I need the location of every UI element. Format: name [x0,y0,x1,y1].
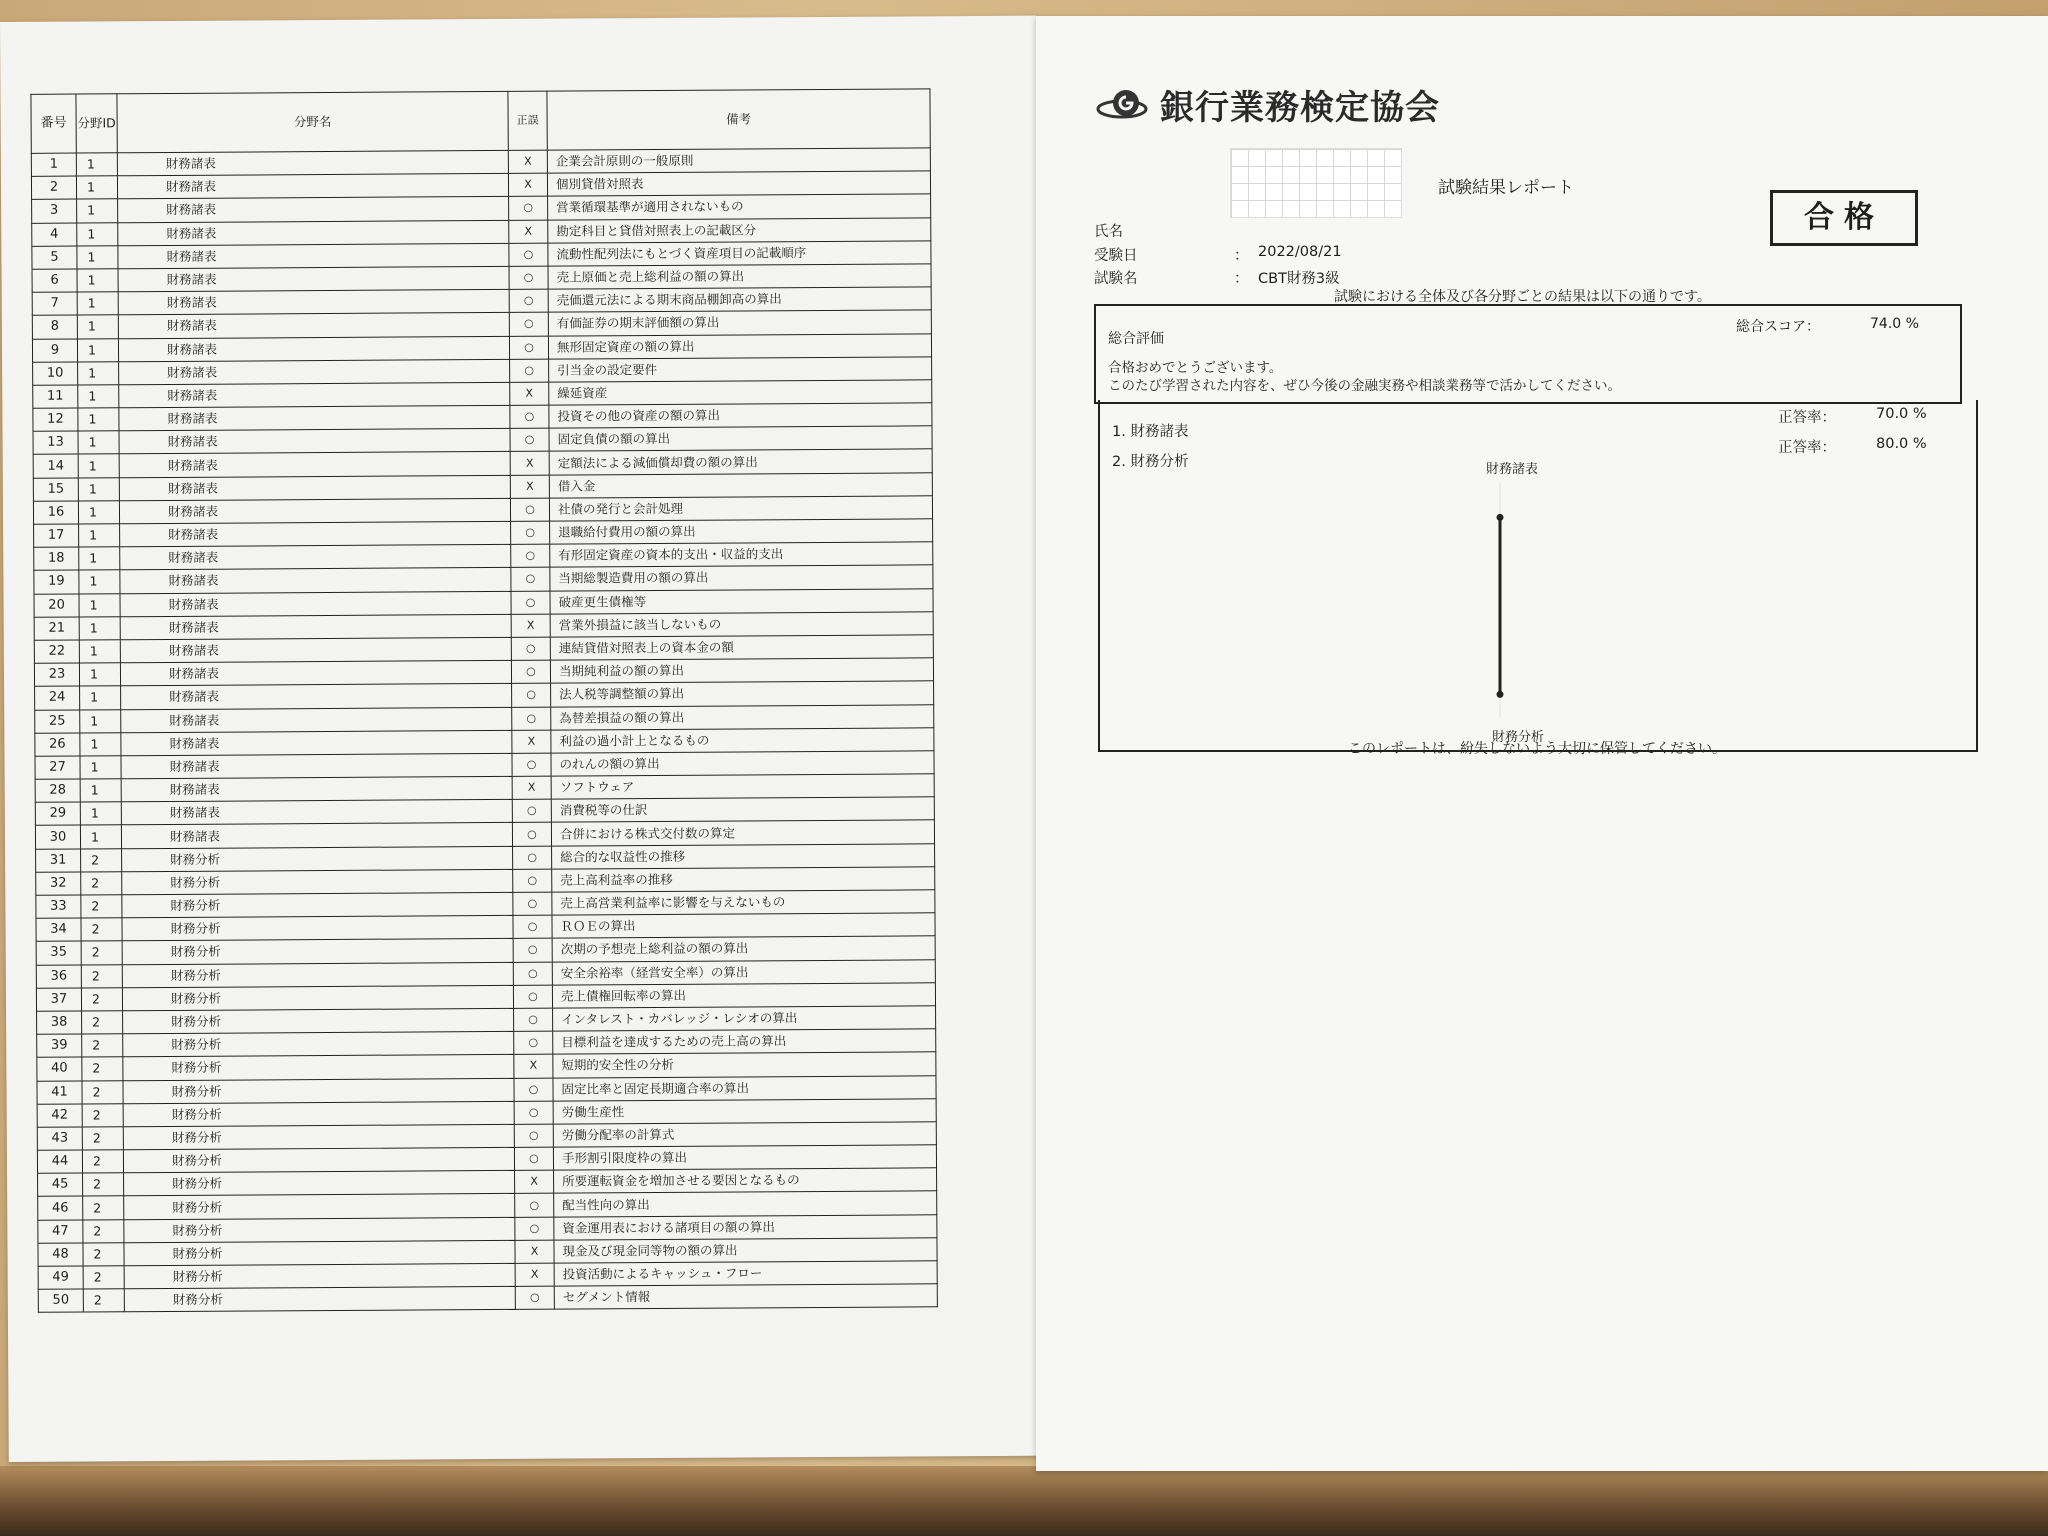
radar-point-financial-statements [1497,514,1504,521]
cell-no: 42 [37,1104,82,1127]
cell-notes: 固定比率と固定長期適合率の算出 [553,1075,936,1101]
cell-field-id: 2 [82,1127,123,1150]
cell-field-id: 1 [80,825,121,848]
cell-notes: 勘定科目と貸借対照表上の記載区分 [548,217,931,243]
cell-notes: ＲＯＥの算出 [552,913,935,939]
header-field-id: 分野ID [76,94,117,153]
cell-no: 45 [38,1173,83,1196]
cell-field-name: 財務諸表 [118,266,509,292]
cell-field-id: 1 [80,779,121,802]
cell-field-id: 2 [82,1080,123,1103]
cell-field-name: 財務分析 [122,939,513,965]
cell-field-name: 財務諸表 [117,174,508,200]
cell-field-name: 財務諸表 [120,545,511,571]
cell-field-name: 財務分析 [122,962,513,988]
cell-no: 28 [35,779,80,802]
cell-no: 48 [38,1243,83,1266]
cell-notes: 連結貸借対照表上の資本金の額 [550,635,933,661]
cell-notes: 安全余裕率（経営安全率）の算出 [552,959,935,985]
cell-notes: 短期的安全性の分析 [553,1052,936,1078]
cell-notes: 退職給付費用の額の算出 [550,519,933,545]
cell-no: 36 [36,965,81,988]
cell-result: ○ [513,892,552,915]
cell-field-name: 財務分析 [124,1287,515,1313]
cell-field-name: 財務分析 [123,1147,514,1173]
cell-notes: 合併における株式交付数の算定 [551,820,934,846]
cell-no: 1 [31,153,76,176]
cell-notes: 消費税等の仕訳 [551,797,934,823]
cell-field-id: 2 [82,1011,123,1034]
cell-result: X [510,452,549,475]
cell-notes: 労働生産性 [553,1098,936,1124]
cell-notes: 法人税等調整額の算出 [551,681,934,707]
cell-notes: 手形割引限度枠の算出 [553,1145,936,1171]
cell-result: ○ [513,869,552,892]
cell-notes: 繰延資産 [549,380,932,406]
organization-logo [1096,80,1440,129]
cell-no: 40 [37,1057,82,1080]
overall-score-value: 74.0 % [1870,316,1919,332]
cell-result: ○ [514,1101,553,1124]
cell-result: X [515,1263,554,1286]
cell-no: 4 [32,223,77,246]
cell-field-name: 財務分析 [123,1032,514,1058]
cell-no: 2 [31,176,76,199]
cell-field-id: 2 [81,964,122,987]
cell-field-id: 1 [77,292,118,315]
cell-no: 44 [37,1150,82,1173]
overall-score-label: 総合スコア： [1736,319,1820,335]
cell-field-id: 1 [78,454,119,477]
cell-no: 14 [33,454,78,477]
cell-field-name: 財務諸表 [121,823,512,849]
cell-field-name: 財務諸表 [121,753,512,779]
field-name: 1. 財務諸表 [1112,424,1189,440]
cell-result: ○ [509,312,548,335]
header-field-name: 分野名 [117,91,508,152]
cell-result: X [508,150,547,173]
cell-no: 21 [34,617,79,640]
intro-text: 試験における全体及び各分野ごとの結果は以下の通りです。 [1334,289,1711,305]
cell-field-name: 財務分析 [123,1124,514,1150]
cell-no: 8 [32,315,77,338]
cell-result: X [512,730,551,753]
radar-axis-label-top: 財務諸表 [1486,462,1539,477]
cell-field-name: 財務諸表 [119,452,510,478]
cell-field-id: 2 [81,918,122,941]
cell-result: ○ [509,336,548,359]
cell-notes: 社債の発行と会計処理 [549,496,932,522]
cell-field-name: 財務諸表 [121,730,512,756]
cell-field-name: 財務分析 [122,985,513,1011]
cell-field-id: 1 [77,269,118,292]
cell-no: 6 [32,269,77,292]
meta-label: 試験名 [1094,271,1138,287]
cell-field-name: 財務諸表 [120,568,511,594]
cell-result: ○ [509,289,548,312]
organization-name: 銀行業務検定協会 [1160,88,1440,128]
cell-notes: 流動性配列法にもとづく資産項目の記載順序 [548,241,931,267]
cell-field-name: 財務分析 [123,1078,514,1104]
cell-no: 47 [38,1220,83,1243]
cell-no: 35 [36,941,81,964]
cell-field-name: 財務諸表 [119,359,510,385]
cell-field-id: 2 [81,941,122,964]
cell-no: 20 [34,594,79,617]
cell-no: 23 [34,663,79,686]
cell-result: ○ [511,591,550,614]
cell-no: 37 [36,988,81,1011]
overall-evaluation-box [1094,304,1962,404]
meta-separator: ： [1234,248,1249,264]
cell-notes: 次期の予想売上総利益の額の算出 [552,936,935,962]
cell-notes: 現金及び現金同等物の額の算出 [554,1238,937,1264]
cell-result: X [514,1054,553,1077]
cell-notes: 為替差損益の額の算出 [551,704,934,730]
footer-note: このレポートは、紛失しないよう大切に保管してください。 [1348,741,1726,757]
cell-no: 39 [37,1034,82,1057]
cell-field-id: 1 [79,524,120,547]
cell-notes: 総合的な収益性の推移 [552,843,935,869]
cell-no: 29 [35,802,80,825]
cell-field-name: 財務諸表 [121,707,512,733]
cell-no: 27 [35,756,80,779]
cell-result: ○ [512,683,551,706]
cell-result: ○ [511,660,550,683]
cell-notes: 売上高営業利益率に影響を与えないもの [552,890,935,916]
cell-field-name: 財務分析 [122,892,513,918]
cell-field-name: 財務諸表 [120,591,511,617]
cell-result: ○ [509,243,548,266]
cell-notes: 売上原価と売上総利益の額の算出 [548,264,931,290]
cell-field-id: 1 [77,338,118,361]
cell-result: ○ [510,405,549,428]
cell-field-id: 1 [78,477,119,500]
meta-label: 氏名 [1094,224,1123,240]
cell-field-name: 財務諸表 [118,197,509,223]
cell-field-name: 財務諸表 [118,313,509,339]
cell-result: ○ [513,915,552,938]
cell-result: ○ [515,1194,554,1217]
field-name: 2. 財務分析 [1112,454,1189,470]
cell-no: 11 [33,385,78,408]
cell-result: X [509,220,548,243]
meta-value: CBT財務3級 [1258,271,1340,287]
cell-no: 43 [37,1127,82,1150]
cell-field-name: 財務分析 [124,1240,515,1266]
cell-field-name: 財務分析 [123,1101,514,1127]
cell-field-id: 2 [82,1150,123,1173]
cell-no: 16 [33,501,78,524]
answer-sheet [0,16,1045,1462]
logo-mark-icon [1096,85,1152,125]
cell-notes: 利益の過小計上となるもの [551,727,934,753]
cell-no: 13 [33,431,78,454]
cell-result: ○ [513,939,552,962]
table-edge [0,1466,2048,1536]
cell-no: 5 [32,246,77,269]
cell-field-id: 1 [77,246,118,269]
cell-no: 30 [35,825,80,848]
cell-no: 15 [33,478,78,501]
cell-notes: 目標利益を達成するための売上高の算出 [553,1029,936,1055]
cell-field-name: 財務分析 [123,1008,514,1034]
cell-field-name: 財務諸表 [121,776,512,802]
redacted-name [1230,148,1402,218]
cell-notes: 借入金 [549,472,932,498]
cell-field-id: 1 [79,570,120,593]
cell-no: 38 [37,1011,82,1034]
radar-axis-label-bottom: 財務分析 [1492,730,1545,745]
header-result: 正誤 [508,91,547,150]
cell-no: 49 [38,1266,83,1289]
cell-no: 3 [32,199,77,222]
cell-field-name: 財務諸表 [121,800,512,826]
cell-field-name: 財務諸表 [120,521,511,547]
cell-field-name: 財務分析 [122,916,513,942]
cell-field-id: 1 [79,593,120,616]
answer-table-header [31,89,930,153]
field-rate-label: 正答率： [1778,410,1836,426]
cell-field-id: 1 [80,732,121,755]
cell-notes: 労働分配率の計算式 [553,1122,936,1148]
cell-result: X [515,1240,554,1263]
answer-table [30,88,937,1313]
cell-field-id: 1 [78,385,119,408]
cell-field-id: 1 [79,547,120,570]
cell-notes: 個別貸借対照表 [547,171,930,197]
cell-notes: ソフトウェア [551,774,934,800]
cell-field-id: 2 [83,1289,124,1312]
cell-field-id: 1 [79,617,120,640]
cell-result: X [512,776,551,799]
cell-notes: 無形固定資産の額の算出 [548,333,931,359]
cell-notes: 売上高利益率の推移 [552,867,935,893]
cell-result: ○ [510,359,549,382]
radar-point-financial-analysis [1497,691,1504,698]
cell-field-name: 財務諸表 [120,661,511,687]
overall-label: 総合評価 [1108,331,1164,347]
cell-field-id: 1 [79,640,120,663]
cell-result: X [510,382,549,405]
cell-result: ○ [514,1124,553,1147]
cell-no: 25 [35,710,80,733]
cell-field-id: 1 [80,709,121,732]
cell-field-id: 1 [76,153,117,176]
cell-no: 10 [33,362,78,385]
table-row [38,1284,937,1313]
field-rate-value: 80.0 % [1876,436,1927,452]
cell-result: ○ [511,521,550,544]
cell-result: ○ [512,707,551,730]
cell-field-id: 2 [82,1057,123,1080]
cell-field-name: 財務諸表 [119,475,510,501]
cell-notes: 当期総製造費用の額の算出 [550,565,933,591]
cell-notes: 売価還元法による期末商品棚卸高の算出 [548,287,931,313]
cell-result: ○ [511,544,550,567]
result-report-sheet [1036,16,2048,1471]
cell-field-name: 財務諸表 [120,614,511,640]
cell-field-name: 財務諸表 [119,429,510,455]
cell-no: 32 [36,872,81,895]
cell-field-name: 財務諸表 [118,336,509,362]
cell-notes: 営業外損益に該当しないもの [550,612,933,638]
cell-result: ○ [509,266,548,289]
answer-table-body [31,148,937,1313]
cell-field-id: 1 [76,176,117,199]
cell-result: ○ [515,1286,554,1309]
cell-field-id: 2 [83,1219,124,1242]
cell-field-id: 2 [81,848,122,871]
header-no: 番号 [31,94,76,153]
cell-result: ○ [511,568,550,591]
cell-notes: 投資その他の資産の額の算出 [549,403,932,429]
cell-notes: 破産更生債権等 [550,588,933,614]
cell-no: 17 [34,524,79,547]
cell-field-id: 1 [80,686,121,709]
cell-field-name: 財務諸表 [120,637,511,663]
cell-notes: 営業循環基準が適用されないもの [548,194,931,220]
cell-field-id: 2 [83,1196,124,1219]
cell-notes: 固定負債の額の算出 [549,426,932,452]
cell-field-name: 財務諸表 [119,382,510,408]
cell-field-id: 1 [80,756,121,779]
cell-notes: 定額法による減価償却費の額の算出 [549,449,932,475]
cell-field-name: 財務諸表 [118,290,509,316]
cell-field-id: 1 [77,199,118,222]
cell-field-id: 2 [83,1173,124,1196]
cell-field-name: 財務分析 [122,846,513,872]
cell-field-id: 1 [79,663,120,686]
cell-notes: 引当金の設定要件 [549,357,932,383]
cell-result: ○ [514,1008,553,1031]
field-rate-value: 70.0 % [1876,406,1927,422]
cell-field-id: 2 [81,988,122,1011]
cell-field-id: 2 [81,895,122,918]
cell-result: ○ [512,753,551,776]
header-notes: 備考 [547,89,930,150]
cell-field-name: 財務分析 [123,1055,514,1081]
cell-result: X [511,614,550,637]
cell-no: 7 [32,292,77,315]
field-results-box [1098,400,1978,752]
cell-no: 31 [36,849,81,872]
cell-notes: 売上債権回転率の算出 [552,983,935,1009]
cell-field-name: 財務分析 [124,1263,515,1289]
overall-message-2: このたび学習された内容を、ぜひ今後の金融実務や相談業務等で活かしてください。 [1108,378,1621,394]
cell-result: ○ [514,1031,553,1054]
cell-notes: のれんの額の算出 [551,751,934,777]
cell-field-id: 1 [78,408,119,431]
cell-notes: 当期純利益の額の算出 [550,658,933,684]
cell-field-name: 財務分析 [124,1217,515,1243]
cell-notes: セグメント情報 [554,1284,937,1310]
cell-field-id: 2 [82,1034,123,1057]
cell-field-name: 財務諸表 [119,498,510,524]
cell-result: ○ [509,197,548,220]
cell-field-id: 1 [78,361,119,384]
cell-field-name: 財務分析 [124,1171,515,1197]
cell-field-name: 財務諸表 [118,220,509,246]
cell-no: 18 [34,547,79,570]
cell-result: ○ [514,1078,553,1101]
cell-result: ○ [513,846,552,869]
cell-notes: 有価証券の期末評価額の算出 [548,310,931,336]
meta-label: 受験日 [1094,248,1138,264]
cell-notes: 配当性向の算出 [554,1191,937,1217]
cell-no: 26 [35,733,80,756]
cell-field-id: 2 [81,872,122,895]
cell-field-name: 財務諸表 [121,684,512,710]
radar-chart [1490,480,1510,720]
meta-value: 2022/08/21 [1258,244,1342,260]
cell-field-name: 財務諸表 [118,243,509,269]
cell-notes: 資金運用表における諸項目の額の算出 [554,1214,937,1240]
cell-result: X [515,1170,554,1193]
cell-no: 46 [38,1196,83,1219]
cell-result: X [508,173,547,196]
cell-field-id: 1 [78,501,119,524]
cell-field-id: 2 [82,1103,123,1126]
cell-no: 12 [33,408,78,431]
cell-field-id: 2 [83,1243,124,1266]
cell-result: X [510,475,549,498]
cell-result: ○ [510,428,549,451]
cell-field-id: 1 [77,315,118,338]
overall-message-1: 合格おめでとうございます。 [1108,360,1283,376]
cell-field-id: 2 [83,1266,124,1289]
cell-field-id: 1 [78,431,119,454]
cell-no: 9 [32,339,77,362]
cell-field-id: 1 [80,802,121,825]
cell-no: 22 [34,640,79,663]
cell-result: ○ [513,962,552,985]
cell-no: 34 [36,918,81,941]
cell-field-name: 財務分析 [124,1194,515,1220]
cell-no: 19 [34,570,79,593]
cell-field-name: 財務諸表 [119,405,510,431]
cell-notes: 所要運転資金を増加させる要因となるもの [554,1168,937,1194]
cell-result: ○ [512,799,551,822]
cell-result: ○ [513,985,552,1008]
cell-field-name: 財務分析 [122,869,513,895]
cell-result: ○ [511,637,550,660]
cell-result: ○ [514,1147,553,1170]
cell-field-id: 1 [77,222,118,245]
cell-no: 41 [37,1081,82,1104]
cell-notes: インタレスト・カバレッジ・レシオの算出 [553,1006,936,1032]
cell-no: 24 [35,686,80,709]
cell-result: ○ [512,823,551,846]
cell-result: ○ [510,498,549,521]
cell-field-name: 財務諸表 [117,150,508,176]
pass-badge: 合格 [1770,190,1918,246]
report-title: 試験結果レポート [1438,178,1574,198]
cell-notes: 投資活動によるキャッシュ・フロー [554,1261,937,1287]
cell-notes: 有形固定資産の資本的支出・収益的支出 [550,542,933,568]
cell-notes: 企業会計原則の一般原則 [547,148,930,174]
cell-no: 50 [38,1289,83,1312]
meta-separator: ： [1234,271,1249,287]
cell-no: 33 [36,895,81,918]
field-rate-label: 正答率： [1778,440,1836,456]
cell-result: ○ [515,1217,554,1240]
